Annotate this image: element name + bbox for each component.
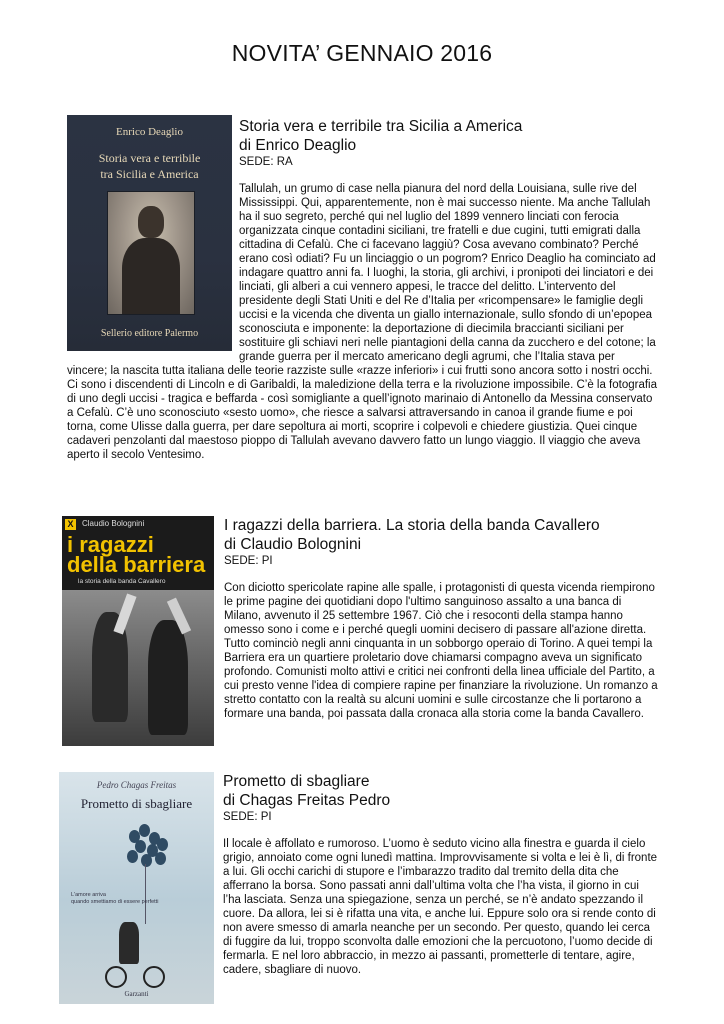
- cover-subtitle: la storia della banda Cavallero: [78, 578, 166, 585]
- book-description: Tallulah, un grumo di case nella pianura del nord della Louisiana, sulle rive del Mississippi. Qui, apparentemente, non è mai successo niente. Ma anche Tallulah ha il suo segreto, perché qui nel luglio del 1899 vennero linciati con ferocia organizzata cinque contadini siciliani, tre fratelli e due cugini, tutti emigrati dalla cittadina di Cefalù. Che ci facevano laggiù? Cosa avevano combinato? Perché erano così odiati? Fu un linciaggio o un pogrom? Enrico Deaglio ha cominciato ad indagare quattro anni fa. I luoghi, la storia, gli archivi, i pronipoti dei linciatori e dei linciati, gli alberi a cui vennero appesi, le tracce del delitto. L’intervento del presidente degli Stati Uniti e del Re d’Italia per «ricompensare» le famiglie degli uccisi e la vicenda che diventa un giallo internazionale, sullo sfondo di un’epopea sconosciuta e imponente: la deportazione di diecimila braccianti siciliani per sostituire gli schiavi neri nelle piantagioni della canna da zucchero e del cotone; la grande guerra per il mercato americano degli agrumi, che l’Italia stava per vincere; la nascita tutta italiana delle teorie razziste sulle «razze inferiori» i cui frutti sono ancora sotto i nostri occhi. Ci sono i discendenti di Lincoln e di Garibaldi, la maledizione della terra e la rivoluzione impossibile. C’è la fotografia di uno degli uccisi - tragica e beffarda - così somigliante a quell’ignoto marinaio di Antonello da Messina conservato a Cefalù. C’è uno sconosciuto «sesto uomo», che riesce a salvarsi attraversando in canoa il grande fiume e poi torna, come Ulisse dalla guerra, per dare sepoltura ai morti, scoprire i colpevoli e chiedere giustizia. Quei cinque cadaveri penzolanti dal maestoso pioppo di Tallulah avevano davvero fatto un lungo viaggio. Il viaggio che aveva aperto il secolo Ventesimo.: [67, 183, 658, 461]
- book-author: di Chagas Freitas Pedro: [223, 792, 391, 809]
- book-description: Il locale è affollato e rumoroso. L’uomo è seduto vicino alla finestra e guarda il cielo grigio, annoiato come ogni lunedì mattina. Improvvisamente si volta e lei è lì, di fronte a lui. Gli occhi carichi di stupore e l’imbarazzo tradito dal tremito della dita che afferrano la borsa. Sono passati anni dall’ultima volta che l’ha vista, il giorno in cui l’ha lasciata. Senza una spiegazione, senza un perché, se n’è andato spezzando il cuore. Da allora, lei si è rifatta una vita, e anche lui. Eppure solo ora si rende conto di non avere smesso di amarla neanche per un secondo. Per questo, quando lei cerca di fuggire da lui, troppo sconvolta dalle emozioni che la percuotono, l’uomo decide di fermarla. E nel loro abbraccio, in mezzo ai passanti, prometterle di tentare, agire, cadere, sbagliare di nuovo.: [223, 838, 658, 976]
- page-title: NOVITA’ GENNAIO 2016: [231, 40, 493, 66]
- book-description: Con diciotto spericolate rapine alle spalle, i protagonisti di questa vicenda riempirono le prime pagine dei quotidiani dopo l'ultimo sanguinoso assalto a una banca di Milano, avvenuto il 25 settembre 1967. Ciò che i resoconti della stampa hanno omesso sono i come e i perché quegli uomini decisero di passare all'azione diretta. Tutto cominciò negli anni cinquanta in un sobborgo operaio di Torino. A quei tempi la Barriera era un quartiere proletario dove chiamarsi compagno aveva un significato profondo. Comunisti molto attivi e critici nei confronti della linea ufficiale del Partito, a cui presto venne l'idea di compiere rapine per finanziare la rivoluzione. Un romanzo a stretto contatto con la realtà su alcuni uomini e sulle circostanze che li portarono a formare una banda, poi passata dalla cronaca alla storia come la banda Cavallero.: [224, 582, 658, 720]
- cover-title-line: Storia vera e terribile: [98, 151, 201, 165]
- bicycle-icon: [105, 958, 165, 984]
- book-sede: SEDE: PI: [223, 811, 272, 823]
- book-entry: [59, 772, 658, 1004]
- cover-publisher: Sellerio editore Palermo: [100, 328, 199, 339]
- cover-title: Prometto di sbagliare: [80, 796, 193, 811]
- publisher-logo: X: [65, 519, 76, 530]
- cover-portrait-photo: [107, 191, 195, 315]
- cover-subtitle: L'amore arriva: [71, 892, 106, 898]
- cover-crowd-photo: [62, 590, 214, 746]
- book-author: di Claudio Bolognini: [224, 536, 362, 553]
- book-cover: [59, 772, 214, 1004]
- cover-title-line: della barriera: [67, 552, 206, 577]
- cover-title-line: i ragazzi: [67, 532, 154, 557]
- cover-title-line: tra Sicilia e America: [100, 167, 199, 181]
- book-sede: SEDE: RA: [239, 156, 293, 168]
- book-sede: SEDE: PI: [224, 555, 273, 567]
- cover-author: Pedro Chagas Freitas: [96, 780, 177, 790]
- book-author: di Enrico Deaglio: [239, 137, 357, 154]
- cover-publisher: Garzanti: [124, 990, 149, 998]
- cover-subtitle: quando smettiamo di essere perfetti: [71, 899, 159, 905]
- book-entry: [67, 113, 657, 462]
- book-title: Storia vera e terribile tra Sicilia a America: [239, 118, 523, 135]
- cover-author: Claudio Bolognini: [82, 519, 145, 528]
- book-title: Prometto di sbagliare: [223, 773, 370, 790]
- book-title: I ragazzi della barriera. La storia della banda Cavallero: [224, 517, 600, 534]
- book-cover: [62, 516, 214, 746]
- cover-author: Enrico Deaglio: [116, 126, 183, 138]
- book-cover: [67, 115, 232, 351]
- book-entry: [62, 516, 660, 746]
